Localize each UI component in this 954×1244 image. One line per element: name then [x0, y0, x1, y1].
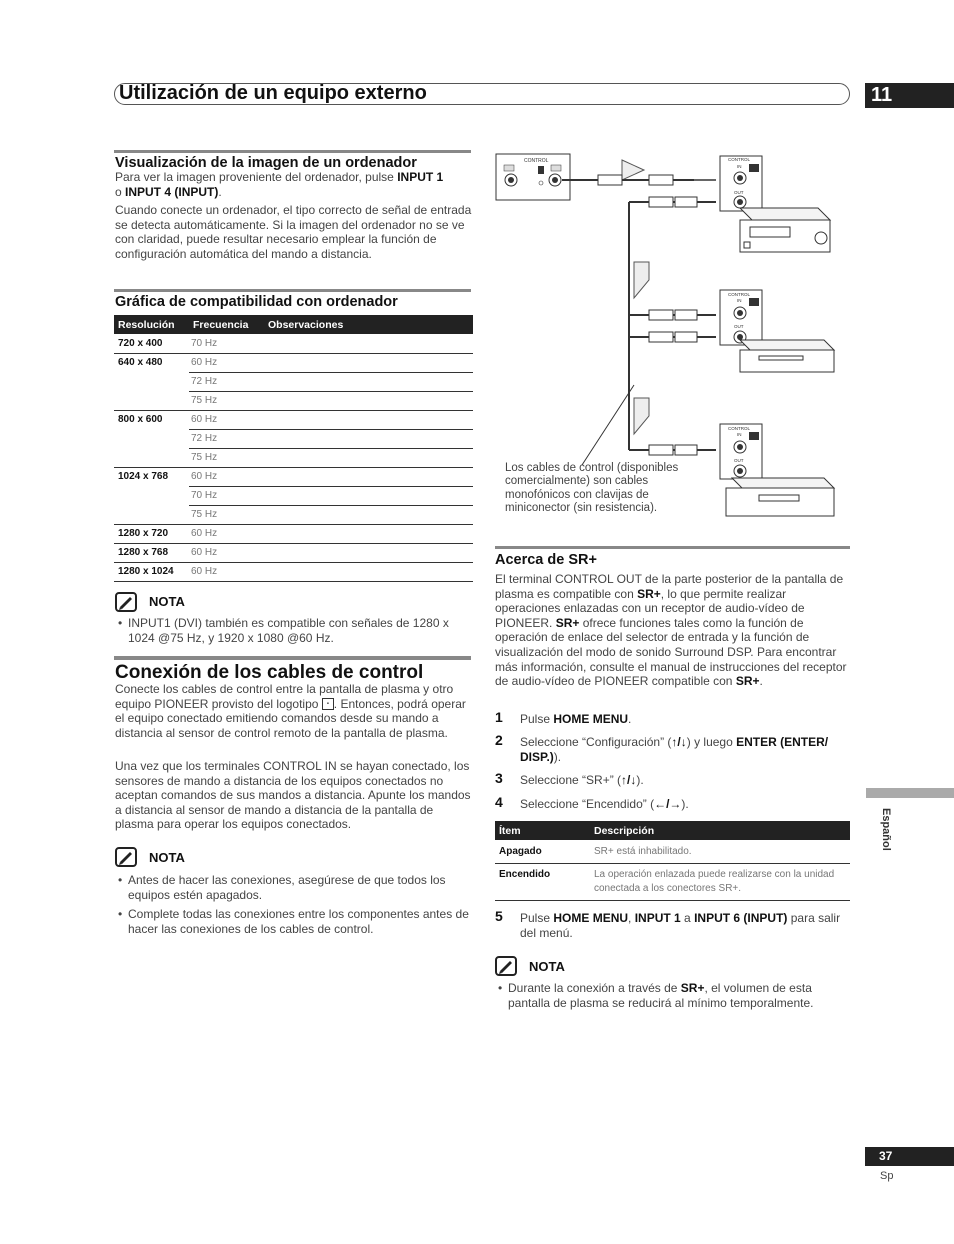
- pencil-icon: [117, 849, 135, 865]
- text-bold: HOME MENU: [553, 911, 629, 925]
- note-icon: [115, 847, 137, 867]
- bullet-dot: •: [118, 616, 123, 630]
- in-label: IN: [737, 298, 742, 303]
- col-header: Observaciones: [264, 315, 473, 334]
- resolution-cell: 1280 x 1024: [114, 562, 189, 581]
- text-bold: INPUT 1: [397, 170, 444, 184]
- text: .: [218, 184, 222, 199]
- control-label: CONTROL: [524, 158, 549, 164]
- table-row: [114, 524, 473, 543]
- notes-cell: [264, 467, 473, 486]
- arrow-up-down-icon: ↑/↓: [621, 773, 637, 787]
- table-row: [114, 353, 473, 372]
- table-row: [114, 562, 473, 581]
- paragraph-autodetect: Cuando conecte un ordenador, el tipo correcto de señal de entrada se detecta automáticamente. Si la imagen del ordenador no se ve con claridad, puede resultar necesario emplear la función de configuración automática del mando a distancia.: [115, 203, 472, 261]
- resolution-cell: [114, 505, 189, 524]
- frequency-cell: 75 Hz: [189, 505, 264, 524]
- bullet-dot: •: [498, 981, 503, 995]
- pencil-icon: [117, 594, 135, 610]
- section-title-compat: Gráfica de compatibilidad con ordenador: [115, 294, 398, 310]
- control-label: CONTROL: [728, 426, 751, 431]
- diagram-caption: Los cables de control (disponibles comercialmente) son cables monofónicos con clavijas de miniconector (sin resistencia).: [505, 462, 679, 514]
- text-bold: ENTER (ENTER/ DISP.): [520, 735, 829, 764]
- text: , lo que permite realizar operaciones enlazadas con un receptor de audio-vídeo de PIONEER.: [495, 586, 805, 630]
- notes-cell: [264, 429, 473, 448]
- text-bold: INPUT 6 (INPUT): [694, 911, 788, 925]
- arrow-left-right-icon: ←/→: [654, 797, 682, 811]
- sr-logo-icon: ▪: [322, 698, 334, 710]
- resolution-cell: 640 x 480: [118, 357, 163, 369]
- table-row: [114, 467, 473, 486]
- note-text: Complete todas las conexiones entre los componentes antes de hacer las conexiones de los cables de control.: [128, 907, 469, 936]
- step-text: [520, 735, 852, 764]
- frequency-cell: 72 Hz: [189, 372, 264, 391]
- control-label: CONTROL: [728, 157, 751, 162]
- text: Conecte los cables de control entre la pantalla de plasma y otro equipo PIONEER provisto del logotipo: [115, 682, 454, 711]
- step-number: 1: [495, 709, 503, 725]
- in-label: IN: [737, 432, 742, 437]
- paragraph-control-in: Una vez que los terminales CONTROL IN se hayan conectado, los sensores de mando a distancia de los equipos conectados no aceptan comandos de sus mandos a distancia. Apunte los mandos a distancia al sensor de mando a distancia de la pantalla de plasma para operar los equipos conectados.: [115, 759, 471, 832]
- paragraph-input: [115, 170, 472, 199]
- text: Durante la conexión a través de: [508, 981, 681, 995]
- resolution-cell: 1280 x 768: [114, 543, 189, 562]
- text: El terminal CONTROL OUT de la parte posterior de la pantalla de plasma es compatible con: [495, 572, 844, 601]
- text: ).: [553, 749, 562, 764]
- device1-body: [740, 208, 830, 252]
- frequency-cell: 60 Hz: [189, 353, 264, 372]
- resolution-cell: [114, 372, 189, 391]
- frequency-cell: 60 Hz: [189, 410, 264, 429]
- text: Pulse: [520, 911, 554, 925]
- bullet-dot: •: [118, 873, 123, 887]
- frequency-cell: 75 Hz: [189, 448, 264, 467]
- section-title-sr: Acerca de SR+: [495, 552, 597, 568]
- text-bold: SR+: [735, 674, 760, 689]
- frequency-cell: 60 Hz: [189, 524, 264, 543]
- text: . Entonces, podrá operar el equipo conectado emitiendo comandos desde su mando a distancia al sensor de control remoto de la pantalla de plasma.: [115, 696, 466, 740]
- text: o: [115, 184, 126, 199]
- note-text: Antes de hacer las conexiones, asegúrese de que todos los equipos estén apagados.: [128, 873, 446, 902]
- note-item: [118, 873, 470, 902]
- notes-cell: [264, 353, 473, 372]
- resolution-cell: 1280 x 720: [114, 524, 189, 543]
- note-icon: [495, 956, 517, 976]
- compat-table: [114, 315, 473, 582]
- text-bold: HOME MENU: [553, 712, 629, 726]
- side-tab: [866, 788, 954, 798]
- note-label: NOTA: [149, 850, 185, 865]
- col-header: Descripción: [590, 821, 850, 840]
- device2-control: [720, 290, 762, 345]
- out-label: OUT: [734, 324, 744, 329]
- text: Seleccione “Configuración” (: [520, 735, 672, 749]
- page-title-text: Utilización de un equipo externo: [119, 82, 427, 104]
- notes-cell: [264, 391, 473, 410]
- frequency-cell: 60 Hz: [189, 543, 264, 562]
- step-3: [495, 770, 852, 788]
- section-rule: [114, 150, 471, 153]
- notes-cell: [264, 334, 473, 353]
- text: Pulse: [520, 712, 554, 726]
- col-header: Resolución: [114, 315, 189, 334]
- device2-body: [740, 340, 834, 372]
- arrow-up-down-icon: ↑/↓: [671, 735, 687, 749]
- notes-cell: [264, 524, 473, 543]
- notes-cell: [264, 562, 473, 581]
- desc-cell: SR+ está inhabilitado.: [594, 845, 692, 857]
- text: ofrece funciones tales como la función de operación de enlace del selector de entrada y la función de visualización del modo de sonido Surround DSP. Para encontrar más información, consulte el manual de instrucciones del receptor de audio-vídeo de PIONEER compatible con: [495, 615, 847, 689]
- page-title: [114, 83, 850, 105]
- frequency-cell: 70 Hz: [189, 486, 264, 505]
- text: ).: [681, 797, 689, 811]
- bullet-dot: •: [118, 907, 123, 921]
- text: Seleccione “SR+” (: [520, 773, 622, 787]
- section-rule: [114, 656, 471, 660]
- table-row: [495, 840, 850, 863]
- sr-table: [495, 821, 850, 901]
- notes-cell: [264, 410, 473, 429]
- paragraph-control: [115, 682, 472, 740]
- text: Para ver la imagen proveniente del ordenador, pulse: [115, 170, 398, 184]
- resolution-cell: 720 x 400: [114, 334, 189, 353]
- resolution-cell: [114, 429, 189, 448]
- page-lang-code: Sp: [880, 1170, 894, 1182]
- step-text: [520, 911, 852, 940]
- table-row: [114, 448, 473, 467]
- device3-control: [720, 424, 762, 479]
- notes-cell: [264, 448, 473, 467]
- section-rule: [114, 289, 471, 292]
- frequency-cell: 72 Hz: [189, 429, 264, 448]
- frequency-cell: 75 Hz: [189, 391, 264, 410]
- step-1: [495, 709, 852, 727]
- paragraph-sr: [495, 572, 852, 689]
- text: ) y luego: [686, 735, 737, 749]
- step-text: [520, 773, 644, 788]
- text: , el volumen de esta pantalla de plasma se reducirá al mínimo temporalmente.: [508, 981, 814, 1010]
- item-cell: Encendido: [499, 868, 551, 880]
- col-header: Frecuencia: [189, 315, 264, 334]
- text-bold: INPUT 4 (INPUT): [125, 184, 219, 199]
- note-text: INPUT1 (DVI) también es compatible con señales de 1280 x 1024 @75 Hz, y 1920 x 1080 @60 Hz.: [128, 616, 449, 645]
- resolution-cell: 800 x 600: [118, 414, 163, 426]
- section-rule: [495, 546, 850, 549]
- out-label: OUT: [734, 458, 744, 463]
- note-item: [498, 981, 850, 1010]
- table-row: [114, 429, 473, 448]
- step-number: 3: [495, 770, 503, 786]
- text-bold: SR+: [680, 981, 705, 995]
- step-2: [495, 732, 852, 764]
- notes-cell: [264, 486, 473, 505]
- table-row: [114, 505, 473, 524]
- table-row: [114, 543, 473, 562]
- step-5: [495, 908, 852, 940]
- resolution-cell: [114, 486, 189, 505]
- section-title-control: Conexión de los cables de control: [115, 662, 424, 683]
- device3-body: [726, 478, 834, 516]
- table-row: [114, 410, 473, 429]
- chapter-number: 11: [865, 83, 954, 108]
- col-header: Ítem: [495, 821, 590, 840]
- text: a: [680, 911, 695, 925]
- page-number: 37: [865, 1147, 954, 1166]
- device1-control: [720, 156, 762, 211]
- notes-cell: [264, 505, 473, 524]
- frequency-cell: 60 Hz: [189, 562, 264, 581]
- resolution-cell: [114, 448, 189, 467]
- note-item: [118, 907, 470, 936]
- text-bold: SR+: [555, 615, 580, 630]
- text: .: [628, 712, 632, 726]
- section-title-computer: Visualización de la imagen de un ordenador: [115, 155, 417, 171]
- step-text: [520, 712, 631, 727]
- in-label: IN: [737, 164, 742, 169]
- table-row: [114, 486, 473, 505]
- step-number: 2: [495, 732, 503, 748]
- note-label: NOTA: [149, 594, 185, 609]
- resolution-cell: [114, 391, 189, 410]
- table-row: [114, 372, 473, 391]
- text: Seleccione “Encendido” (: [520, 797, 655, 811]
- table-row: [114, 334, 473, 353]
- frequency-cell: 70 Hz: [189, 334, 264, 353]
- table-row: [114, 391, 473, 410]
- notes-cell: [264, 372, 473, 391]
- frequency-cell: 60 Hz: [189, 467, 264, 486]
- notes-cell: [264, 543, 473, 562]
- note-text: [508, 981, 850, 1010]
- text-bold: SR+: [637, 586, 661, 601]
- step-text: [520, 797, 689, 812]
- text-bold: INPUT 1: [634, 911, 681, 925]
- text: ,: [628, 911, 635, 925]
- step-4: [495, 794, 852, 812]
- out-label: OUT: [734, 190, 744, 195]
- control-label: CONTROL: [728, 292, 751, 297]
- plasma-control-panel: [496, 154, 570, 200]
- text: para salir del menú.: [520, 911, 841, 940]
- text: ).: [636, 773, 644, 787]
- desc-cell: La operación enlazada puede realizarse con la unidad conectada a los conectores SR+.: [594, 868, 835, 894]
- note-icon: [115, 592, 137, 612]
- note-label: NOTA: [529, 959, 565, 974]
- language-tab-label: Español: [880, 808, 892, 851]
- text: .: [759, 674, 763, 689]
- item-cell: Apagado: [499, 845, 542, 857]
- pencil-icon: [497, 958, 515, 974]
- note-item: [118, 616, 470, 645]
- step-number: 4: [495, 794, 503, 810]
- step-number: 5: [495, 908, 503, 924]
- resolution-cell: 1024 x 768: [118, 471, 169, 483]
- table-row: [495, 863, 850, 900]
